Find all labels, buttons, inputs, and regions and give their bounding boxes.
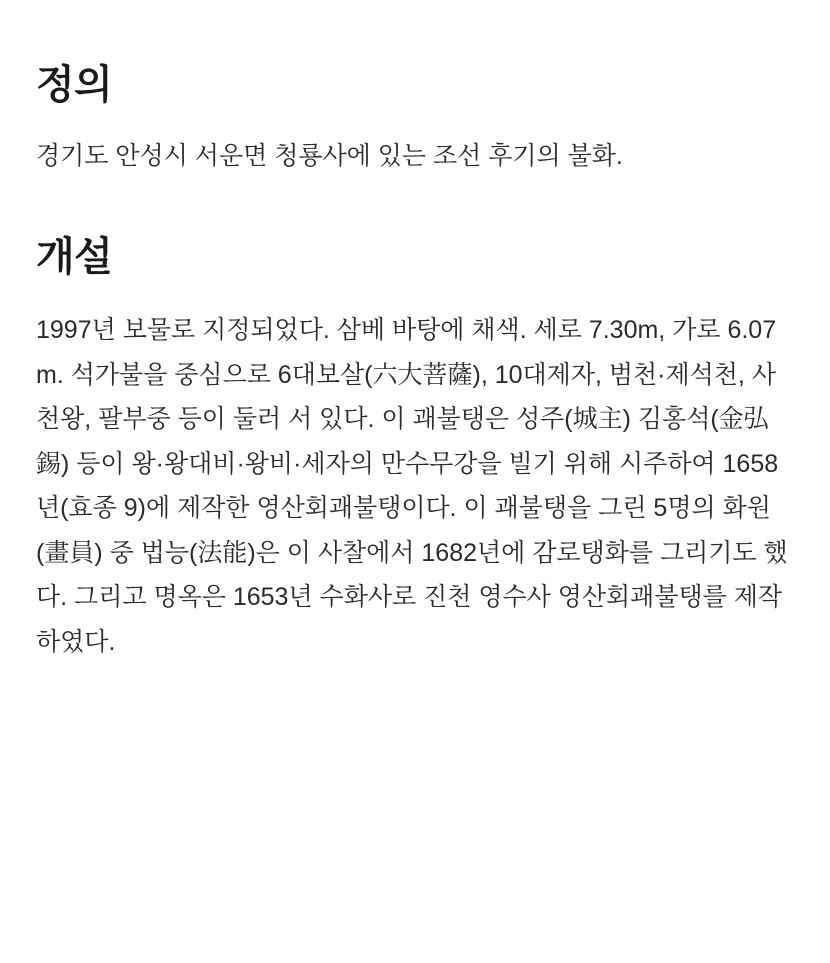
section-heading-overview: 개설 — [36, 235, 113, 279]
section-heading-definition: 정의 — [36, 63, 113, 107]
section-body-definition: 경기도 안성시 서운면 청룡사에 있는 조선 후기의 불화. — [36, 142, 623, 170]
section-definition — [36, 60, 794, 176]
section-overview — [36, 232, 794, 664]
section-body-overview: 1997년 보물로 지정되었다. 삼베 바탕에 채색. 세로 7.30m, 가로 6.07m. 석가불을 중심으로 6대보살(六大菩薩), 10대제자, 범천·제석천, 사천왕, 팔부중 등이 둘러 서 있다. 이 괘불탱은 성주(城主) 김홍석(金弘錫) 등이 왕·왕대비·왕비·세자의 만수무강을 빌기 위해 시주하여 1658년(효종 9)에 제작한 영산회괘불탱이다. 이 괘불탱을 그린 5명의 화원(畫員) 중 법능(法能)은 이 사찰에서 1682년에 감로탱화를 그리기도 했다. 그리고 명옥은 1653년 수화사로 진천 영수사 영산회괘불탱를 제작하였다. — [36, 316, 788, 656]
